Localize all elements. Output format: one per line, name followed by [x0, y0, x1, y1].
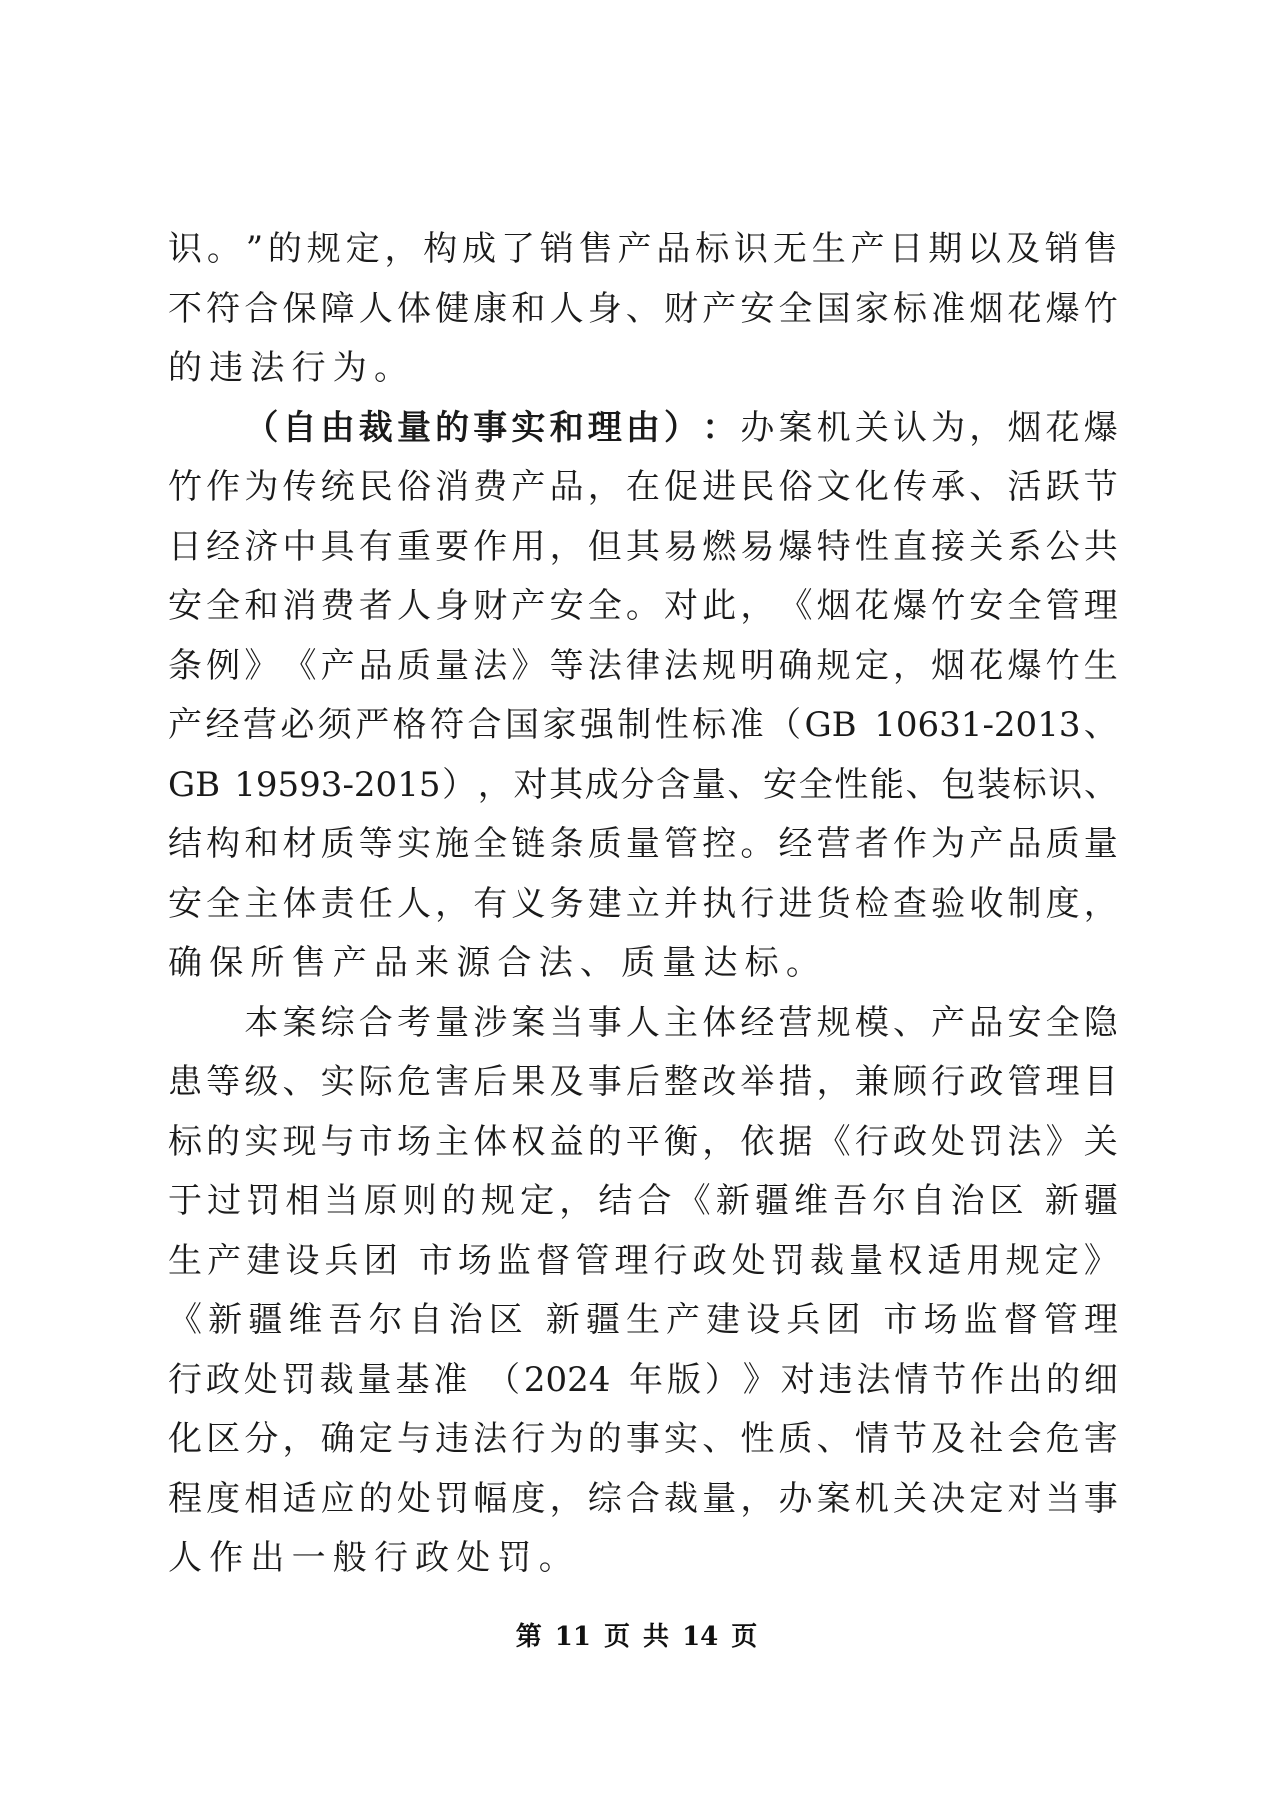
text-line: 《 新 疆 维 吾 尔 自 治 区 新 疆 生 产 建 设 兵 团 市 场 监 督 管 理 — [168, 1300, 1118, 1340]
document-body — [168, 220, 1118, 1589]
text-line: 产 经 营 必 须 严 格 符 合 国 家 强 制 性 标 准 （ GB 10631-2013 、 — [168, 705, 1118, 745]
text-line: 安 全 和 消 费 者 人 身 财 产 安 全 。 对 此 ， 《 烟 花 爆 竹 安 全 管 理 — [168, 586, 1118, 626]
page-number-footer: 第 11 页 共 14 页 — [515, 1622, 758, 1652]
text-line: 行 政 处 罚 裁 量 基 准 （ 2024 年 版 ） 》 对 违 法 情 节 作 出 的 细 — [168, 1359, 1118, 1400]
text-line: 化 区 分 ， 确 定 与 违 法 行 为 的 事 实 、 性 质 、 情 节 及 社 会 危 害 — [168, 1419, 1118, 1459]
text-line: 标 的 实 现 与 市 场 主 体 权 益 的 平 衡 ， 依 据 《 行 政 处 罚 法 》 关 — [168, 1121, 1118, 1162]
text-line: （ 自 由 裁 量 的 事 实 和 理 由 ） ： 办 案 机 关 认 为 ， 烟 花 爆 — [244, 407, 1118, 448]
text-line: 条 例 》 《 产 品 质 量 法 》 等 法 律 法 规 明 确 规 定 ， 烟 花 爆 竹 生 — [168, 645, 1118, 686]
text-line: 患 等 级 、 实 际 危 害 后 果 及 事 后 整 改 举 措 ， 兼 顾 行 政 管 理 目 — [168, 1062, 1118, 1102]
text-line: 不 符 合 保 障 人 体 健 康 和 人 身 、 财 产 安 全 国 家 标 准 烟 花 爆 竹 — [168, 288, 1118, 329]
text-line: 于 过 罚 相 当 原 则 的 规 定 ， 结 合 《 新 疆 维 吾 尔 自 治 区 新 疆 — [168, 1181, 1118, 1221]
text-line: 安 全 主 体 责 任 人 ， 有 义 务 建 立 并 执 行 进 货 检 查 验 收 制 度 ， — [168, 883, 1118, 924]
text-line: 识 。 ” 的 规 定 ， 构 成 了 销 售 产 品 标 识 无 生 产 日 期 以 及 销 售 — [168, 229, 1118, 269]
text-line: 本 案 综 合 考 量 涉 案 当 事 人 主 体 经 营 规 模 、 产 品 安 全 隐 — [244, 1002, 1118, 1043]
text-line: 竹 作 为 传 统 民 俗 消 费 产 品 ， 在 促 进 民 俗 文 化 传 承 、 活 跃 节 — [168, 467, 1118, 507]
text-line: 结 构 和 材 质 等 实 施 全 链 条 质 量 管 控 。 经 营 者 作 为 产 品 质 量 — [168, 824, 1118, 864]
text-line: GB 19593-2015 ） ， 对 其 成 分 含 量 、 安 全 性 能 、 包 装 标 识 、 — [168, 764, 1118, 805]
text-line: 人 作 出 一 般 行 政 处 罚 。 — [168, 1538, 573, 1578]
text-line: 确 保 所 售 产 品 来 源 合 法 、 质 量 达 标 。 — [168, 943, 820, 983]
text-line: 日 经 济 中 具 有 重 要 作 用 ， 但 其 易 燃 易 爆 特 性 直 接 关 系 公 共 — [168, 526, 1118, 567]
text-line: 生 产 建 设 兵 团 市 场 监 督 管 理 行 政 处 罚 裁 量 权 适 用 规 定 》 — [168, 1240, 1118, 1281]
text-line: 的 违 法 行 为 。 — [168, 348, 408, 388]
text-line: 程 度 相 适 应 的 处 罚 幅 度 ， 综 合 裁 量 ， 办 案 机 关 决 定 对 当 事 — [168, 1478, 1118, 1519]
